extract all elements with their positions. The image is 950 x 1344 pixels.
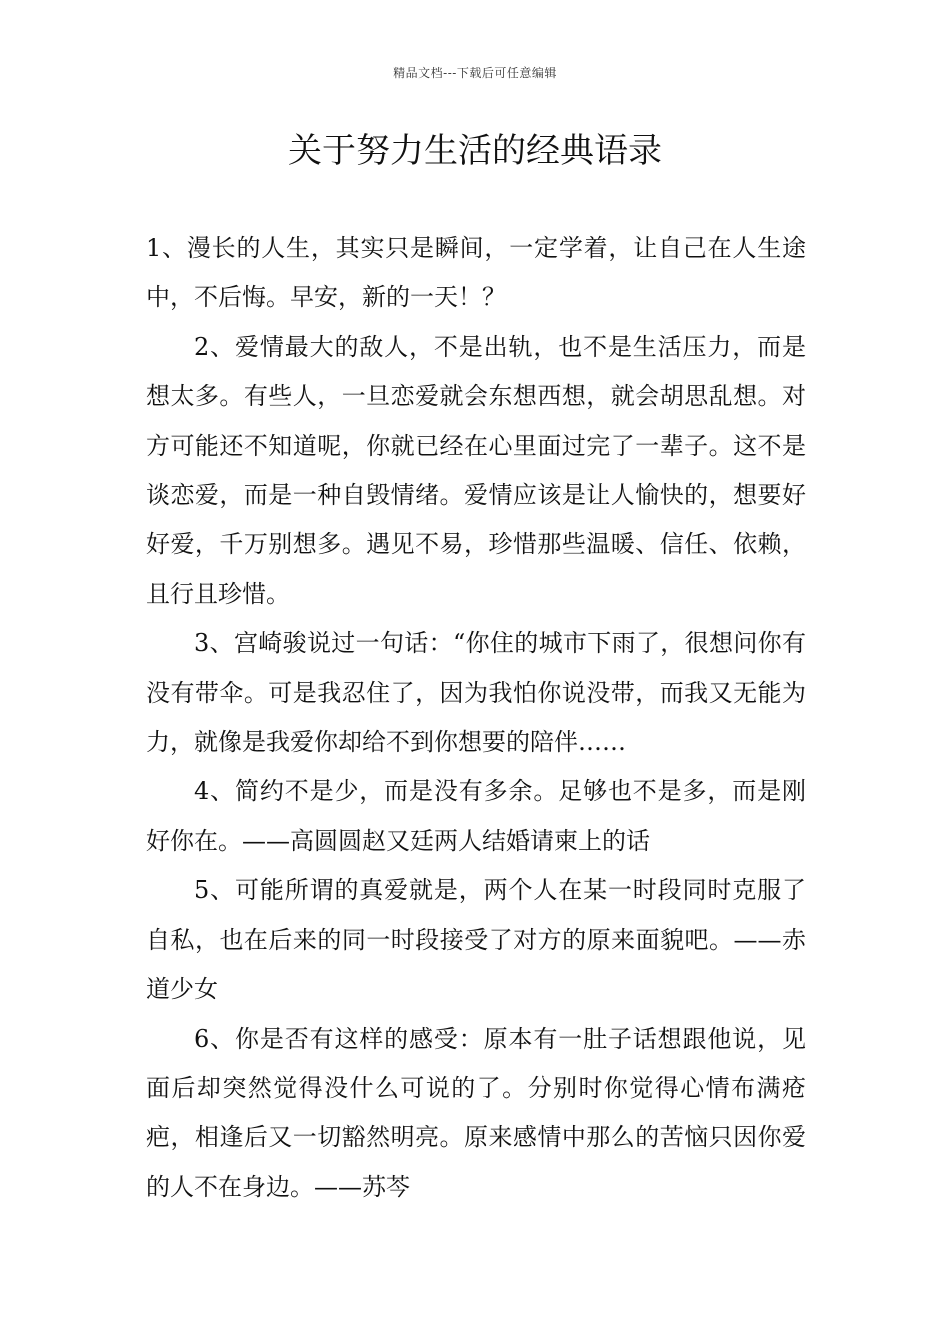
- header-note: 精品文档---下载后可任意编辑: [393, 66, 557, 80]
- paragraph-1: 1、漫长的人生，其实只是瞬间，一定学着，让自己在人生途中，不后悔。早安，新的一天！？: [146, 234, 806, 312]
- paragraph-6: 6、你是否有这样的感受：原本有一肚子话想跟他说，见面后却突然觉得没什么可说的了。分别时你觉得心情布满疮疤，相逢后又一切豁然明亮。原来感情中那么的苦恼只因你爱的人不在身边。——苏芩: [146, 1024, 806, 1201]
- paragraph-3: 3、宫崎骏说过一句话：“你住的城市下雨了，很想问你有没有带伞。可是我忍住了，因为我怕你说没带，而我又无能为力，就像是我爱你却给不到你想要的陪伴……: [146, 629, 806, 757]
- paragraph-5: 5、可能所谓的真爱就是，两个人在某一时段同时克服了自私，也在后来的同一时段接受了对方的原来面貌吧。——赤道少女: [146, 876, 806, 1004]
- paragraph-4: 4、简约不是少，而是没有多余。足够也不是多，而是刚好你在。——高圆圆赵又廷两人结婚请柬上的话: [146, 777, 806, 855]
- document-body: [146, 224, 806, 1212]
- document-title: 关于努力生活的经典语录: [288, 131, 662, 171]
- paragraph-2: 2、爱情最大的敌人，不是出轨，也不是生活压力，而是想太多。有些人，一旦恋爱就会东想西想，就会胡思乱想。对方可能还不知道呢，你就已经在心里面过完了一辈子。这不是谈恋爱，而是一种自毁情绪。爱情应该是让人愉快的，想要好好爱，千万别想多。遇见不易，珍惜那些温暖、信任、依赖，且行且珍惜。: [146, 332, 806, 608]
